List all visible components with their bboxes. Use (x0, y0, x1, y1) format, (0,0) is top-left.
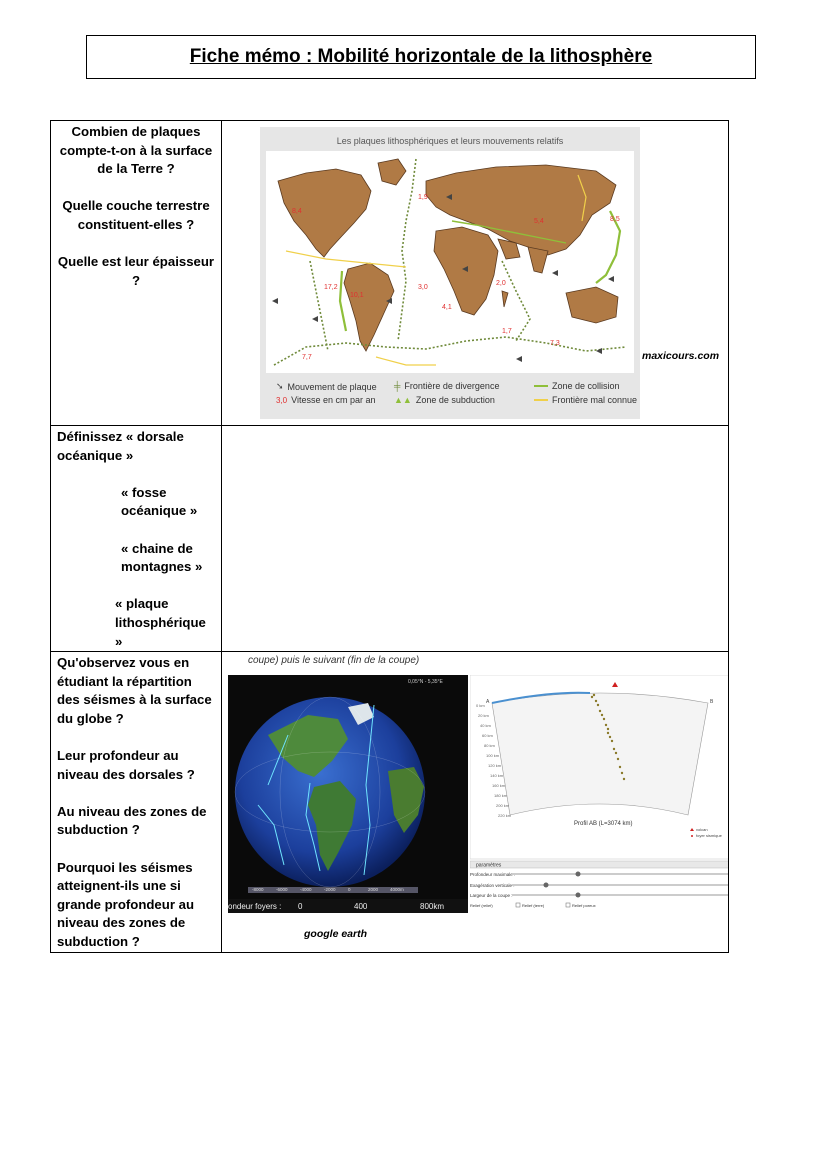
profile-depth-tick: 0 km (476, 703, 485, 709)
focus-dot (595, 700, 597, 702)
legend-collision (534, 381, 620, 391)
profile-svg (470, 675, 729, 913)
legend-divergence (394, 381, 499, 391)
legend-divergence-label: Frontière de divergence (404, 381, 500, 391)
focus-dot (617, 758, 619, 760)
globe-panel (228, 675, 468, 913)
speed-label: 1,9 (418, 194, 428, 201)
row-earthquakes (51, 652, 729, 953)
focus-dot (607, 728, 609, 730)
question-thickness: Quelle est leur épaisseur ? (57, 254, 215, 288)
unknown-line-icon (534, 399, 548, 401)
unknown-boundary-2 (376, 357, 436, 365)
focus-dot (609, 736, 611, 738)
profile-panel (470, 675, 729, 913)
speed-label: 8,4 (292, 208, 302, 215)
south-america-landmass (344, 263, 394, 351)
focus-dot (613, 748, 615, 750)
scale-tick: -4000 (300, 887, 312, 893)
profile-label: Profil AB (L=3074 km) (574, 821, 633, 828)
speed-label: 10,1 (350, 292, 364, 299)
row-plates (51, 121, 729, 426)
question-cell-plates (51, 121, 222, 426)
movement-arrow (312, 316, 318, 322)
question-why-deep: Pourquoi les séismes atteignent-ils une si grande profondeur au niveau des zones de subduction ? (57, 859, 195, 950)
focus-dot (591, 696, 593, 698)
checkbox-label: Relief poreux (572, 903, 596, 909)
legend-movement-label: Mouvement de plaque (287, 381, 377, 392)
question-cell-earthquakes (51, 652, 222, 953)
depth-tick: 0 (298, 902, 303, 912)
profile-depth-tick: 60 km (482, 733, 493, 739)
speed-label: 7,3 (550, 340, 560, 347)
india-landmass (528, 247, 548, 273)
focus-dot (615, 752, 617, 754)
focus-dot (603, 718, 605, 720)
plates-map-panel (260, 127, 640, 419)
define-plate: « plaque lithosphérique » (115, 596, 206, 649)
focus-dot (623, 778, 625, 780)
question-distribution: Qu'observez vous en étudiant la répartition des séismes à la surface du globe ? (57, 655, 212, 726)
profile-point-b: B (710, 699, 714, 706)
speed-label: 4,1 (442, 304, 452, 311)
profile-point-a: A (486, 699, 490, 706)
worksheet-table (50, 120, 729, 953)
slider-thumb (576, 872, 581, 877)
question-layer: Quelle couche terrestre constituent-elles ? (62, 198, 210, 232)
depth-tick: 400 (354, 902, 368, 912)
focus-dot (611, 740, 613, 742)
movement-arrow (552, 270, 558, 276)
legend-movement (276, 381, 377, 392)
madagascar-landmass (502, 291, 508, 307)
australia-landmass (566, 287, 618, 323)
map-credit: maxicours.com (642, 350, 720, 362)
world-map-svg (266, 151, 634, 373)
world-map (266, 151, 634, 373)
depth-label: ondeur foyers : (228, 902, 282, 912)
legend-subduction (394, 395, 495, 405)
profile-depth-tick: 140 km (490, 773, 504, 779)
profile-depth-tick: 180 km (494, 793, 508, 799)
google-earth-credit: google earth (304, 928, 368, 941)
speed-label: 1,7 (502, 328, 512, 335)
question-subduction: Au niveau des zones de subduction ? (57, 803, 207, 838)
movement-arrow-icon: ➘ (276, 381, 284, 391)
scale-tick: -8000 (252, 887, 264, 893)
figure-caption: coupe) puis le suivant (fin de la coupe) (248, 655, 420, 667)
profile-depth-tick: 100 km (486, 753, 500, 759)
scale-tick: -2000 (324, 887, 336, 893)
profile-depth-tick: 80 km (484, 743, 495, 749)
profile-legend-focus: foyer sismique (696, 833, 722, 839)
legend-collision-label: Zone de collision (552, 381, 620, 391)
question-plate-count: Combien de plaques compte-t-on à la surface de la Terre ? (59, 124, 213, 177)
speed-label: 3,0 (418, 284, 428, 291)
profile-depth-tick: 200 km (496, 803, 510, 809)
collision-line-icon (534, 385, 548, 387)
legend-unknown-label: Frontière mal connue (552, 395, 638, 405)
earthquake-figure-cell (222, 652, 729, 953)
movement-arrow (608, 276, 614, 282)
slider-label: Profondeur maximale : (470, 872, 516, 878)
define-ridge: Définissez « dorsale océanique » (57, 429, 184, 463)
scale-tick: 2000 (368, 887, 379, 893)
scale-tick: 4000m (390, 887, 404, 893)
slider-label: Largeur de la coupe : (470, 893, 513, 899)
greenland-landmass (378, 159, 406, 185)
globe-svg (228, 675, 468, 913)
legend-subduction-label: Zone de subduction (415, 395, 495, 405)
slider-thumb (544, 883, 549, 888)
unknown-boundary-1 (286, 251, 406, 267)
speed-label: 8,5 (610, 216, 620, 223)
profile-depth-tick: 120 km (488, 763, 502, 769)
settings-header (470, 861, 729, 868)
profile-legend-volcano: volcan (696, 827, 708, 833)
checkbox (516, 903, 520, 907)
speed-label: 5,4 (534, 218, 544, 225)
focus-dot (619, 766, 621, 768)
legend-speed (276, 395, 376, 405)
ridge-east-pacific (310, 261, 328, 351)
settings-title: paramètres (476, 862, 502, 869)
depth-tick: 800km (420, 902, 445, 912)
movement-arrow (516, 356, 522, 362)
focus-dot (597, 704, 599, 706)
scale-tick: 0 (348, 887, 351, 893)
plates-figure-cell (222, 121, 729, 426)
legend-focus-icon (691, 835, 693, 837)
globe-coordinates: 0,05°N - 5,35°E (408, 679, 443, 686)
map-title: Les plaques lithosphériques et leurs mouvements relatifs (336, 136, 564, 146)
profile-depth-tick: 220 km (498, 813, 512, 819)
focus-dot (601, 714, 603, 716)
title-box (86, 35, 756, 79)
focus-dot (599, 710, 601, 712)
speed-arrow-icon: 3,0 (276, 395, 288, 405)
speed-label: 17,2 (324, 284, 338, 291)
speed-label: 2,0 (496, 280, 506, 287)
speed-label: 7,7 (302, 354, 312, 361)
movement-arrow (272, 298, 278, 304)
subduction-icon: ▲▲ (394, 395, 412, 405)
legend-unknown (534, 395, 637, 405)
row-definitions (51, 426, 729, 652)
question-ridge-depth: Leur profondeur au niveau des dorsales ? (57, 748, 195, 782)
scale-tick: -6000 (276, 887, 288, 893)
divergence-icon: ╪ (394, 381, 401, 391)
slider-label: Exagération verticale : (470, 883, 515, 889)
profile-depth-tick: 160 km (492, 783, 506, 789)
legend-speed-label: Vitesse en cm par an (291, 395, 376, 405)
page-title: Fiche mémo : Mobilité horizontale de la lithosphère (189, 46, 653, 67)
focus-dot (593, 694, 595, 696)
focus-dot (605, 724, 607, 726)
profile-depth-tick: 40 km (480, 723, 491, 729)
define-mountains: « chaine de montagnes » (121, 540, 203, 575)
profile-depth-tick: 20 km (478, 713, 489, 719)
answer-cell-definitions (222, 426, 729, 652)
checkbox (566, 903, 570, 907)
checkbox-label: Relief (terre) (522, 903, 545, 909)
checkbox-label: Relief (relief) (470, 903, 493, 909)
focus-dot (607, 732, 609, 734)
define-trench: « fosse océanique » (121, 484, 198, 519)
slider-thumb (576, 893, 581, 898)
question-cell-definitions (51, 426, 222, 652)
ridge-mid-atlantic (398, 159, 416, 341)
focus-dot (621, 772, 623, 774)
